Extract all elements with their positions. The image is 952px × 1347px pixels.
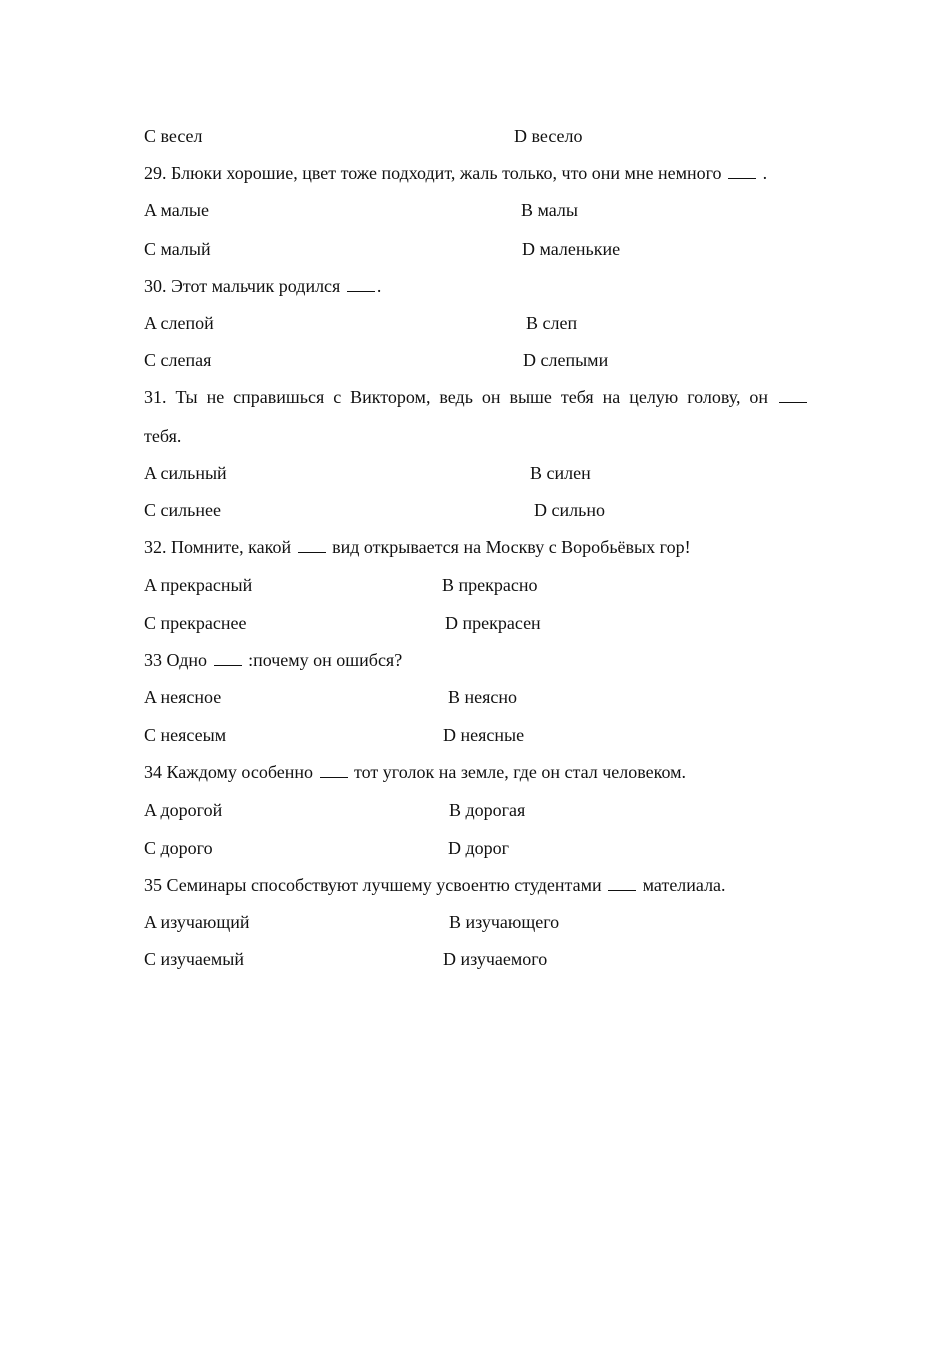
option-34-b: B дорогая [449,800,526,820]
question-33-text: 33 Одно [144,650,208,670]
question-35-end: мателиала. [642,875,726,895]
question-34 [144,761,686,783]
answer-blank [347,277,375,292]
option-30-d: D слепыми [523,350,609,370]
option-28-d: D весело [514,126,583,146]
question-29 [144,162,767,184]
option-29-b: B малы [521,200,578,220]
option-35-a: A изучающий [144,912,250,932]
question-29-end: . [762,163,768,183]
option-32-b: B прекрасно [442,575,538,595]
answer-blank [608,876,636,891]
question-31-text: 31. Ты не справишься с Виктором, ведь он выше тебя на целую голову, он [144,387,769,407]
option-30-b: B слеп [526,313,578,333]
answer-blank [728,164,756,179]
option-33-b: B неясно [448,687,518,707]
option-29-c: C малый [144,239,211,259]
option-31-b: B силен [530,463,591,483]
question-34-end: тот уголок на земле, где он стал человеком. [354,762,687,782]
question-35 [144,874,726,896]
question-32 [144,536,691,558]
option-34-c: C дорого [144,838,213,858]
question-31-continuation: тебя. [144,426,182,446]
question-31 [144,386,809,408]
answer-blank [320,763,348,778]
question-32-text: 32. Помните, какой [144,537,292,557]
option-34-a: A дорогой [144,800,223,820]
question-35-text: 35 Семинары способствуют лучшему усвоентю студентами [144,875,602,895]
question-33-end: :почему он ошибся? [248,650,403,670]
option-30-a: A слепой [144,313,214,333]
question-30-end: . [376,276,382,296]
question-30-text: 30. Этот мальчик родился [144,276,341,296]
question-33 [144,649,402,671]
question-32-end: вид открывается на Москву с Воробьёвых гор! [332,537,691,557]
answer-blank [779,388,807,403]
option-31-c: C сильнее [144,500,221,520]
answer-blank [214,651,242,666]
option-33-d: D неясные [443,725,525,745]
option-30-c: C слепая [144,350,212,370]
answer-blank [298,538,326,553]
option-35-b: B изучающего [449,912,560,932]
question-34-text: 34 Каждому особенно [144,762,314,782]
option-31-d: D сильно [534,500,605,520]
option-34-d: D дорог [448,838,510,858]
option-35-d: D изучаемого [443,949,548,969]
option-32-d: D прекрасен [445,613,541,633]
question-30 [144,275,381,297]
option-29-d: D маленькие [522,239,621,259]
option-29-a: A малые [144,200,209,220]
question-29-text: 29. Блюки хорошие, цвет тоже подходит, жаль только, что они мне немного [144,163,722,183]
option-33-a: A неясное [144,687,222,707]
option-35-c: C изучаемый [144,949,245,969]
option-33-c: C неясеым [144,725,227,745]
option-31-a: A сильный [144,463,227,483]
option-28-c: C весел [144,126,203,146]
option-32-a: A прекрасный [144,575,253,595]
option-32-c: C прекраснее [144,613,247,633]
